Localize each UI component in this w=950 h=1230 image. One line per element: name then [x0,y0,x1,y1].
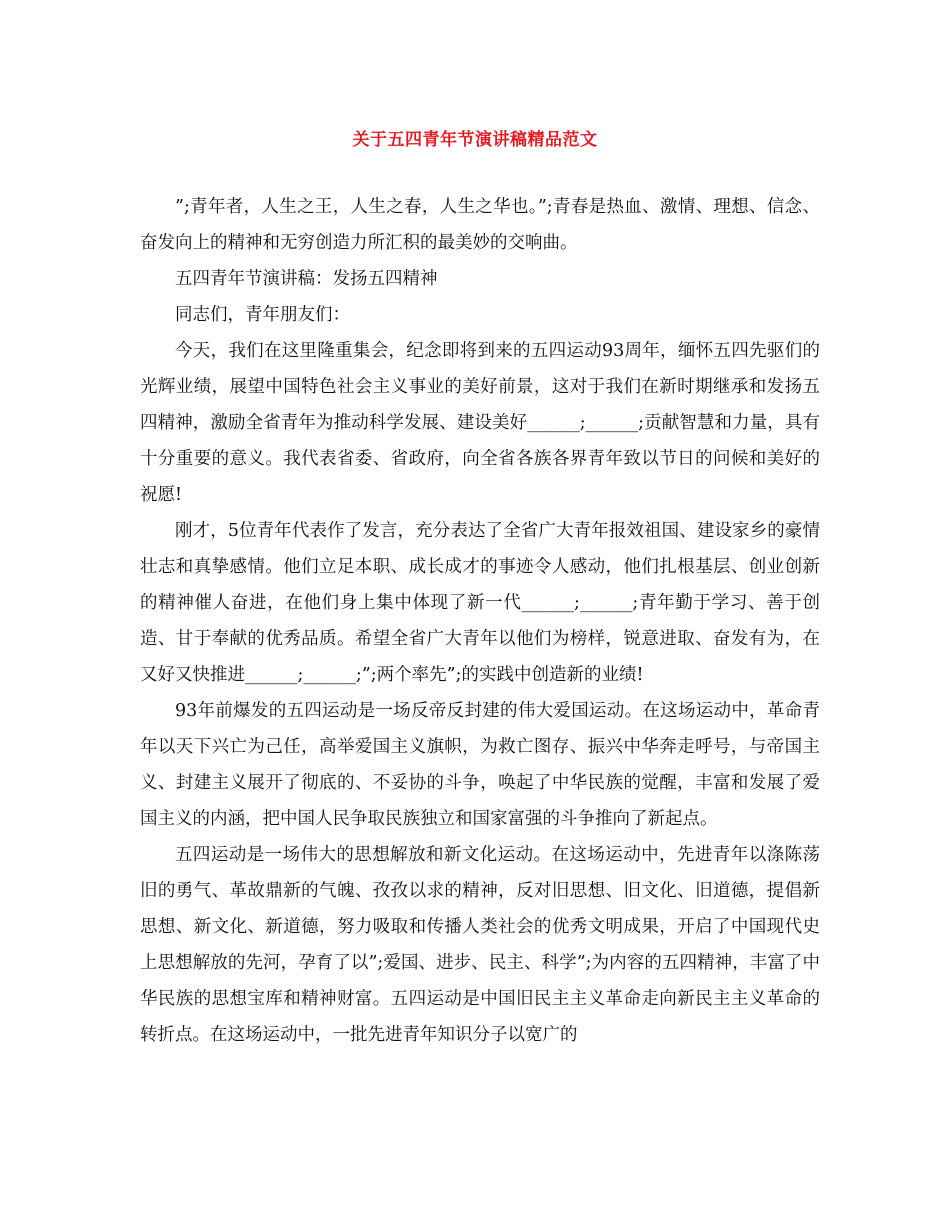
document-body [140,189,820,1053]
document-title: 关于五四青年节演讲稿精品范文 [352,130,598,150]
paragraph-6: 93年前爆发的五四运动是一场反帝反封建的伟大爱国运动。在这场运动中，革命青年以天下兴亡为己任，高举爱国主义旗帜，为救亡图存、振兴中华奔走呼号，与帝国主义、封建主义展开了彻底的、不妥协的斗争，唤起了中华民族的觉醒，丰富和发展了爱国主义的内涵，把中国人民争取民族独立和国家富强的斗争推向了新起点。 [140,701,820,829]
paragraph-4: 今天，我们在这里隆重集会，纪念即将到来的五四运动93周年，缅怀五四先驱们的光辉业绩，展望中国特色社会主义事业的美好前景，这对于我们在新时期继承和发扬五四精神，激励全省青年为推动科学发展、建设美好______;______;贡献智慧和力量，具有十分重要的意义。我代表省委、省政府，向全省各族各界青年致以节日的问候和美好的祝愿! [140,341,820,505]
paragraph-1: ”;青年者，人生之王，人生之春，人生之华也。”;青春是热血、激情、理想、信念、奋发向上的精神和无穷创造力所汇积的最美妙的交响曲。 [140,197,820,253]
paragraph-7: 五四运动是一场伟大的思想解放和新文化运动。在这场运动中，先进青年以涤陈荡旧的勇气、革故鼎新的气魄、孜孜以求的精神，反对旧思想、旧文化、旧道德，提倡新思想、新文化、新道德，努力吸取和传播人类社会的优秀文明成果，开启了中国现代史上思想解放的先河，孕育了以”;爱国、进步、民主、科学”;为内容的五四精神，丰富了中华民族的思想宝库和精神财富。五四运动是中国旧民主主义革命走向新民主主义革命的转折点。在这场运动中，一批先进青年知识分子以宽广的 [140,845,820,1045]
paragraph-3: 同志们，青年朋友们： [175,305,350,325]
paragraph-5: 刚才，5位青年代表作了发言，充分表达了全省广大青年报效祖国、建设家乡的豪情壮志和真挚感情。他们立足本职、成长成才的事迹令人感动，他们扎根基层、创业创新的精神催人奋进，在他们身上集中体现了新一代______;______;青年勤于学习、善于创造、甘于奉献的优秀品质。希望全省广大青年以他们为榜样，锐意进取、奋发有为，在又好又快推进______;______;”;两个率先”;的实践中创造新的业绩! [140,521,820,685]
paragraph-2: 五四青年节演讲稿：发扬五四精神 [175,269,438,289]
